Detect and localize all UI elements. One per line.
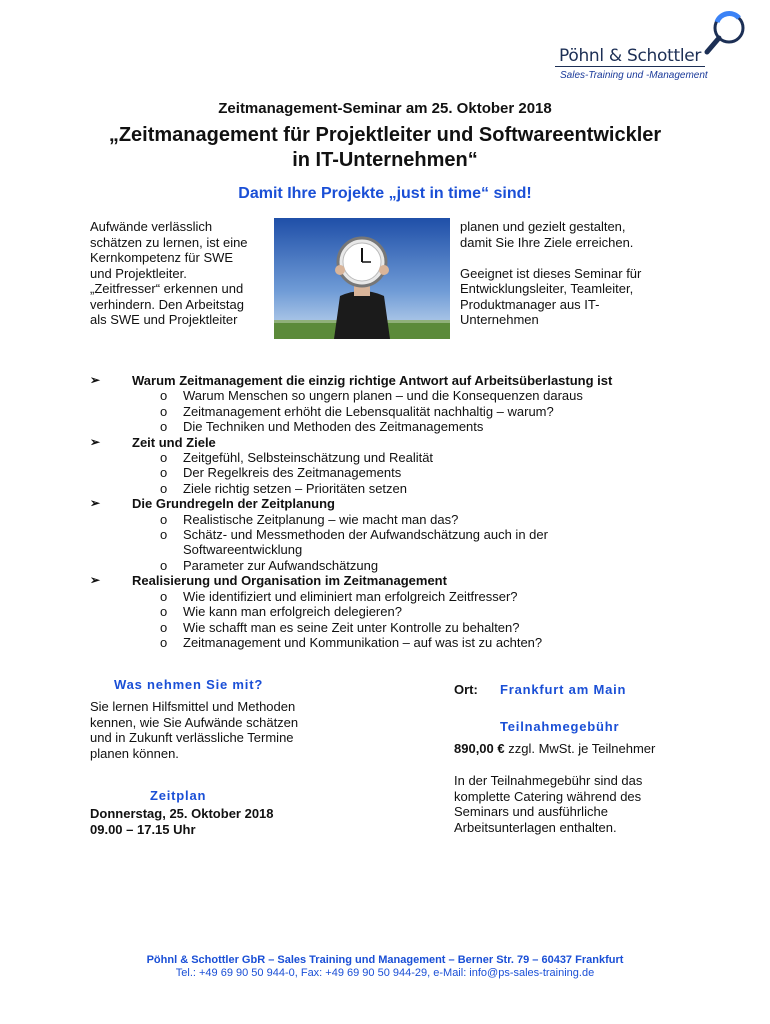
intro-right-line: Unternehmen — [460, 312, 539, 327]
topic-heading — [90, 496, 710, 511]
list-item-text: Warum Menschen so ungern planen – und die Konsequenzen daraus — [183, 388, 583, 404]
circle-bullet-icon: o — [160, 511, 168, 527]
intro-left-text — [90, 219, 265, 328]
intro-left-line: Aufwände verlässlich — [90, 219, 213, 234]
intro-left-line: schätzen zu lernen, ist eine — [90, 234, 248, 250]
fee-description-line: komplette Catering während des — [454, 788, 642, 804]
list-item-text: Die Techniken und Methoden des Zeitmanagements — [183, 419, 484, 435]
circle-bullet-icon: o — [160, 588, 168, 604]
topic-section — [90, 435, 710, 497]
fee-amount: 890,00 € — [454, 741, 505, 756]
topic-heading — [90, 435, 710, 450]
topic-list — [90, 373, 710, 650]
topic-section — [90, 573, 710, 650]
topic-title: Die Grundregeln der Zeitplanung — [132, 496, 335, 512]
list-item-text: Realistische Zeitplanung – wie macht man das? — [183, 511, 459, 527]
list-item-text: Zeitmanagement erhöht die Lebensqualität nachhaltig – warum? — [183, 403, 554, 419]
seminar-title-line2: in IT-Unternehmen“ — [292, 149, 478, 171]
list-item — [90, 465, 710, 480]
intro-right-line: Geeignet ist dieses Seminar für — [460, 265, 642, 281]
circle-bullet-icon: o — [160, 403, 168, 419]
list-item — [90, 527, 603, 558]
list-item-text: Wie identifiziert und eliminiert man erfolgreich Zeitfresser? — [183, 588, 518, 604]
logo-tagline: Sales-Training und -Management — [560, 70, 708, 81]
circle-bullet-icon: o — [160, 465, 168, 481]
arrowhead-icon: ➢ — [90, 496, 101, 511]
schedule-heading: Zeitplan — [150, 788, 207, 803]
location-value: Frankfurt am Main — [500, 682, 627, 697]
circle-bullet-icon: o — [160, 557, 168, 573]
topic-title: Zeit und Ziele — [132, 434, 216, 450]
intro-right-line: planen und gezielt gestalten, — [460, 219, 626, 234]
seminar-title-line1: „Zeitmanagement für Projektleiter und Softwareentwickler — [108, 124, 662, 146]
circle-bullet-icon: o — [160, 604, 168, 620]
circle-bullet-icon: o — [160, 450, 168, 466]
list-item-text: Zeitgefühl, Selbsteinschätzung und Realität — [183, 450, 434, 466]
list-item — [90, 558, 710, 573]
intro-left-line: verhindern. Den Arbeitstag — [90, 296, 244, 312]
fee-description — [454, 773, 684, 835]
list-item — [90, 589, 710, 604]
person-holding-clock-image — [274, 218, 450, 339]
circle-bullet-icon: o — [160, 419, 168, 435]
intro-right-line: damit Sie Ihre Ziele erreichen. — [460, 234, 634, 250]
circle-bullet-icon: o — [160, 388, 168, 404]
fee-amount-line — [454, 741, 655, 756]
intro-right-line — [460, 250, 660, 266]
topic-title: Warum Zeitmanagement die einzig richtige Antwort auf Arbeitsüberlastung ist — [132, 373, 613, 388]
arrowhead-icon: ➢ — [90, 573, 101, 588]
schedule-time: 09.00 – 17.15 Uhr — [90, 822, 196, 837]
list-item — [90, 388, 710, 403]
takeaway-line: kennen, wie Sie Aufwände schätzen — [90, 714, 299, 730]
topic-section — [90, 496, 710, 573]
intro-left-line: Kernkompetenz für SWE — [90, 250, 234, 265]
intro-right-line: Produktmanager aus IT- — [460, 296, 600, 312]
list-item — [90, 481, 710, 496]
schedule-day: Donnerstag, 25. Oktober 2018 — [90, 806, 274, 821]
magnifier-logo-icon — [703, 8, 751, 58]
list-item — [90, 604, 710, 619]
list-item-text: Schätz- und Messmethoden der Aufwandschätzung auch in der Softwareentwicklung — [183, 527, 548, 558]
clock-photo — [274, 218, 450, 339]
logo-underline — [555, 66, 705, 67]
topic-heading — [90, 573, 710, 588]
list-item-text: Der Regelkreis des Zeitmanagements — [183, 465, 402, 481]
fee-description-line: Arbeitsunterlagen enthalten. — [454, 819, 617, 835]
list-item-text: Ziele richtig setzen – Prioritäten setzen — [183, 480, 407, 496]
takeaway-heading: Was nehmen Sie mit? — [114, 677, 264, 692]
footer-address: Pöhnl & Schottler GbR – Sales Training und Management – Berner Str. 79 – 60437 Frankfurt — [146, 954, 624, 966]
topic-heading — [90, 373, 710, 388]
intro-right-line: Entwicklungsleiter, Teamleiter, — [460, 281, 634, 296]
fee-heading: Teilnahmegebühr — [500, 719, 620, 734]
takeaway-text — [90, 699, 320, 761]
takeaway-line: Sie lernen Hilfsmittel und Methoden — [90, 699, 296, 714]
list-item-text: Wie kann man erfolgreich delegieren? — [183, 604, 402, 620]
seminar-subtitle: Damit Ihre Projekte „just in time“ sind! — [238, 185, 532, 202]
list-item-text: Parameter zur Aufwandschätzung — [183, 557, 379, 573]
intro-left-line: als SWE und Projektleiter — [90, 312, 238, 327]
list-item — [90, 404, 710, 419]
footer-contact: Tel.: +49 69 90 50 944-0, Fax: +49 69 90 50 944-29, e-Mail: info@ps-sales-training.de — [175, 967, 595, 979]
list-item-text: Zeitmanagement und Kommunikation – auf was ist zu achten? — [183, 634, 543, 650]
fee-description-line: Seminars und ausführliche — [454, 804, 608, 819]
list-item-text: Wie schafft man es seine Zeit unter Kontrolle zu behalten? — [183, 619, 520, 635]
seminar-date-heading: Zeitmanagement-Seminar am 25. Oktober 2018 — [218, 100, 552, 117]
circle-bullet-icon: o — [160, 480, 168, 496]
list-item — [90, 635, 710, 650]
circle-bullet-icon: o — [160, 634, 168, 650]
arrowhead-icon: ➢ — [90, 434, 101, 449]
list-item — [90, 620, 710, 635]
takeaway-line: und in Zukunft verlässliche Termine — [90, 730, 294, 745]
company-logo — [555, 8, 755, 83]
fee-amount-suffix: zzgl. MwSt. je Teilnehmer — [504, 741, 656, 756]
logo-name: Pöhnl & Schottler — [559, 46, 702, 66]
list-item — [90, 450, 710, 465]
list-item — [90, 419, 710, 434]
intro-left-line: „Zeitfresser“ erkennen und — [90, 281, 244, 296]
arrowhead-icon: ➢ — [90, 373, 101, 387]
fee-description-line: In der Teilnahmegebühr sind das — [454, 773, 643, 788]
list-item — [90, 512, 710, 527]
location-label: Ort: — [454, 682, 478, 697]
topic-section — [90, 373, 710, 435]
topic-title: Realisierung und Organisation im Zeitmanagement — [132, 573, 447, 589]
intro-left-line: und Projektleiter. — [90, 265, 187, 281]
intro-right-text — [460, 219, 660, 328]
takeaway-line: planen können. — [90, 745, 179, 761]
circle-bullet-icon: o — [160, 527, 168, 543]
circle-bullet-icon: o — [160, 619, 168, 635]
